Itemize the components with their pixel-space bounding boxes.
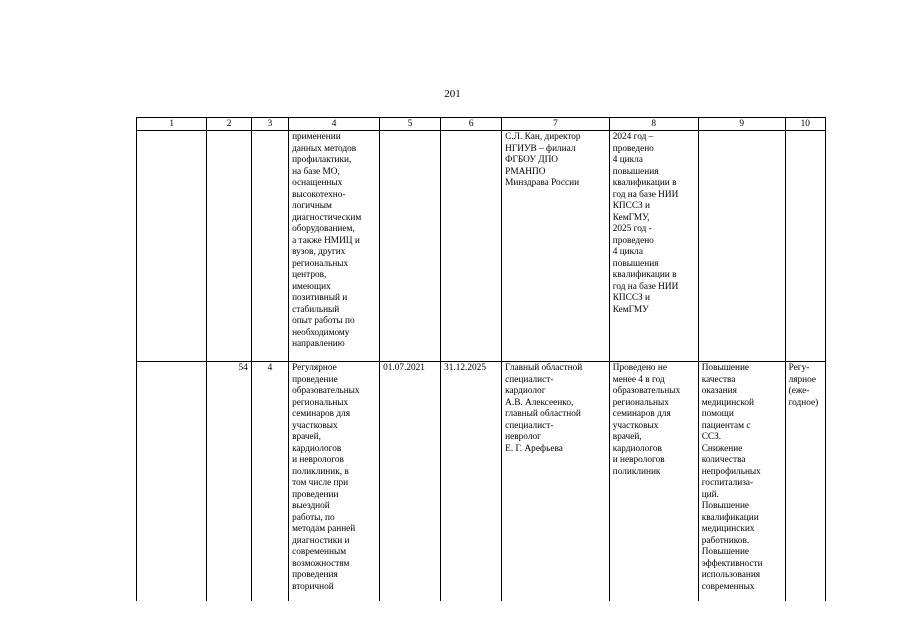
column-number: 2 (207, 118, 251, 131)
cell-col-1 (137, 362, 207, 602)
column-number: 8 (609, 118, 698, 131)
column-number: 10 (785, 118, 825, 131)
column-number: 6 (441, 118, 502, 131)
table-row (137, 131, 826, 362)
cell-frequency (785, 131, 825, 362)
column-number: 1 (137, 118, 207, 131)
column-number: 7 (502, 118, 610, 131)
column-number: 5 (380, 118, 441, 131)
cell-col-2 (207, 131, 251, 362)
cell-result: 2024 год – проведено 4 цикла повышения квалификации в год на базе НИИ КПССЗ и КемГМУ, 2025 год - проведено 4 цикла повышения квалификации в год на базе НИИ КПССЗ и КемГМУ (609, 131, 698, 362)
column-number: 3 (251, 118, 288, 131)
cell-col-2: 54 (207, 362, 251, 602)
cell-col-3: 4 (251, 362, 288, 602)
table-row (137, 362, 826, 602)
column-number: 4 (289, 118, 380, 131)
cell-col-1 (137, 131, 207, 362)
cell-start-date: 01.07.2021 (380, 362, 441, 602)
cell-end-date (441, 131, 502, 362)
cell-outcome: Повышение качества оказания медицинской помощи пациентам с ССЗ. Снижение количества непрофильных госпитализа- ций. Повышение квалификации медицинских работников. Повышение эффективности использования современных (698, 362, 785, 602)
cell-outcome (698, 131, 785, 362)
column-number-row (137, 118, 826, 131)
cell-measure-description: Регулярное проведение образовательных региональных семинаров для участковых врачей, кардиологов и неврологов поликлиник, в том числе при проведении выездной работы, по методам ранней диагностики и современным возможностям проведения вторичной (289, 362, 380, 602)
cell-start-date (380, 131, 441, 362)
plan-table (136, 117, 826, 601)
cell-responsible: Главный областной специалист- кардиолог А.В. Алексеенко, главный областной специалист- невролог Е. Г. Арефьева (502, 362, 610, 602)
cell-col-3 (251, 131, 288, 362)
cell-end-date: 31.12.2025 (441, 362, 502, 602)
cell-responsible: С.Л. Кан, директор НГИУВ – филиал ФГБОУ ДПО РМАНПО Минздрава России (502, 131, 610, 362)
column-number: 9 (698, 118, 785, 131)
cell-measure-description: применении данных методов профилактики, на базе МО, оснащенных высокотехно- логичным диагностическим оборудованием, а также НМИЦ и вузов, других региональных центров, имеющих позитивный и стабильный опыт работы по необходимому направлению (289, 131, 380, 362)
cell-result: Проведено не менее 4 в год образовательных региональных семинаров для участковых врачей, кардиологов и неврологов поликлиник (609, 362, 698, 602)
cell-frequency: Регу- лярное (еже- годное) (785, 362, 825, 602)
page-number: 201 (444, 88, 461, 100)
